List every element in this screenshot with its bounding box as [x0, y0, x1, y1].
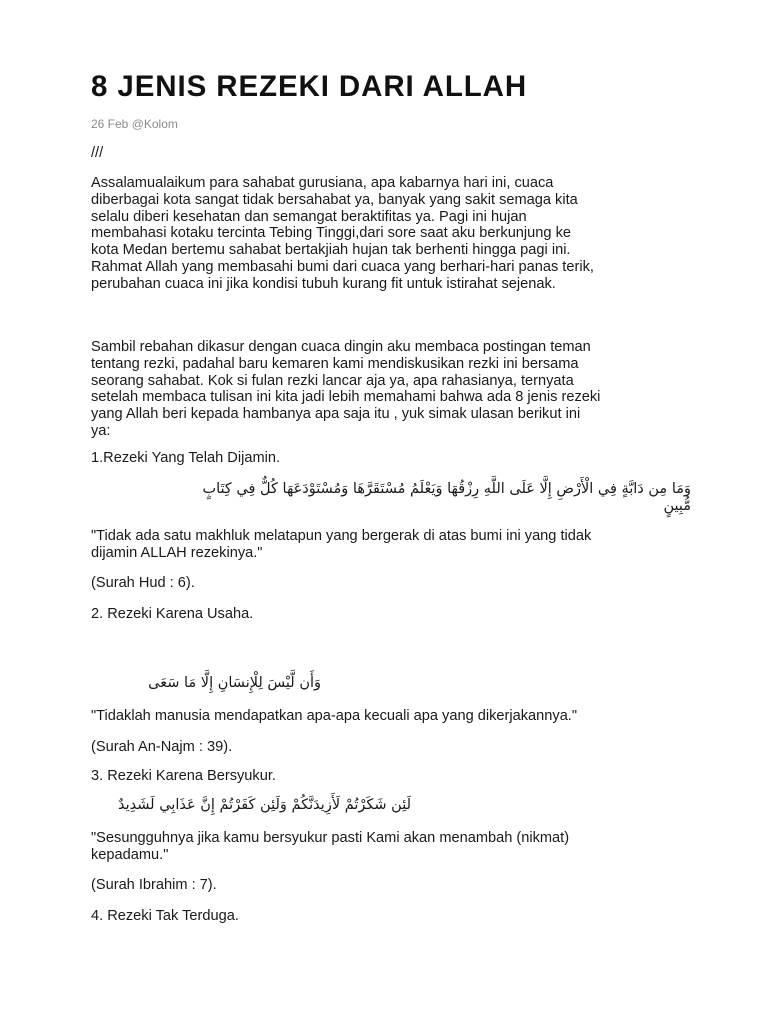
text-line: selalu diberi kesehatan dan semangat beraktifitas ya. Pagi ini hujan [91, 208, 527, 225]
text-line: membahasi kotaku tercinta Tebing Tinggi,dari sore saat aku berkunjung ke [91, 225, 571, 242]
separator: /// [91, 145, 104, 161]
verse-translation: "Tidaklah manusia mendapatkan apa-apa kecuali apa yang dikerjakannya." [91, 708, 578, 724]
text-line: Sambil rebahan dikasur dengan cuaca dingin aku membaca postingan teman [91, 339, 591, 355]
item-heading: 2. Rezeki Karena Usaha. [91, 606, 254, 622]
text-line: dijamin ALLAH rezekinya." [91, 544, 263, 561]
article-title: 8 JENIS REZEKI DARI ALLAH [91, 70, 528, 103]
item-heading: 4. Rezeki Tak Terduga. [91, 908, 239, 924]
text-line: Rahmat Allah yang membasahi bumi dari cuaca yang berhari-hari panas terik, [91, 258, 594, 275]
verse-translation [91, 830, 691, 864]
verse-source: (Surah An-Najm : 39). [91, 739, 233, 755]
arabic-verse [91, 481, 691, 515]
text-line: kepadamu." [91, 846, 169, 863]
arabic-line: مُّبِينٍ [663, 498, 691, 514]
text-line: tentang rezki, padahal baru kemaren kami mendiskusikan rezki ini bersama [91, 355, 579, 372]
intro-paragraph [91, 175, 691, 293]
second-paragraph [91, 339, 691, 440]
text-line: perubahan cuaca ini jika kondisi tubuh kurang fit untuk istirahat sejenak. [91, 275, 556, 292]
text-line: diberbagai kota sangat tidak bersahabat ya, banyak yang sakit semaga kita [91, 191, 578, 208]
text-line: ya: [91, 422, 111, 439]
text-line: Assalamualaikum para sahabat gurusiana, apa kabarnya hari ini, cuaca [91, 175, 554, 191]
text-line: "Sesungguhnya jika kamu bersyukur pasti Kami akan menambah (nikmat) [91, 830, 570, 846]
article-meta: 26 Feb @Kolom [91, 117, 178, 131]
verse-translation [91, 528, 691, 562]
verse-source: (Surah Hud : 6). [91, 575, 195, 591]
item-heading: 1.Rezeki Yang Telah Dijamin. [91, 450, 281, 466]
text-line: seorang sahabat. Kok si fulan rezki lancar aja ya, apa rahasianya, ternyata [91, 372, 574, 389]
arabic-verse: لَئِن شَكَرْتُمْ لَأَزِيدَنَّكُمْ وَلَئِن كَفَرْتُمْ إِنَّ عَذَابِي لَشَدِيدٌ [117, 797, 411, 813]
item-heading: 3. Rezeki Karena Bersyukur. [91, 768, 276, 784]
text-line: setelah membaca tulisan ini kita jadi lebih memahami bahwa ada 8 jenis rezeki [91, 389, 601, 406]
arabic-line: وَمَا مِن دَابَّةٍ فِي الْأَرْضِ إِلَّا عَلَى اللَّهِ رِزْقُهَا وَيَعْلَمُ مُسْتَقَرَّهَا وَمُسْتَوْدَعَهَا كُلٌّ فِي كِتَابٍ [202, 481, 691, 497]
text-line: yang Allah beri kepada hambanya apa saja itu , yuk simak ulasan berikut ini [91, 406, 581, 423]
text-line: kota Medan bertemu sahabat bertakjiah hujan tak berhenti hingga pagi ini. [91, 242, 571, 259]
verse-source: (Surah Ibrahim : 7). [91, 877, 217, 893]
arabic-verse: وَأَن لَّيْسَ لِلْإِنسَانِ إِلَّا مَا سَعَى [148, 675, 321, 691]
text-line: "Tidak ada satu makhluk melatapun yang bergerak di atas bumi ini yang tidak [91, 528, 592, 544]
